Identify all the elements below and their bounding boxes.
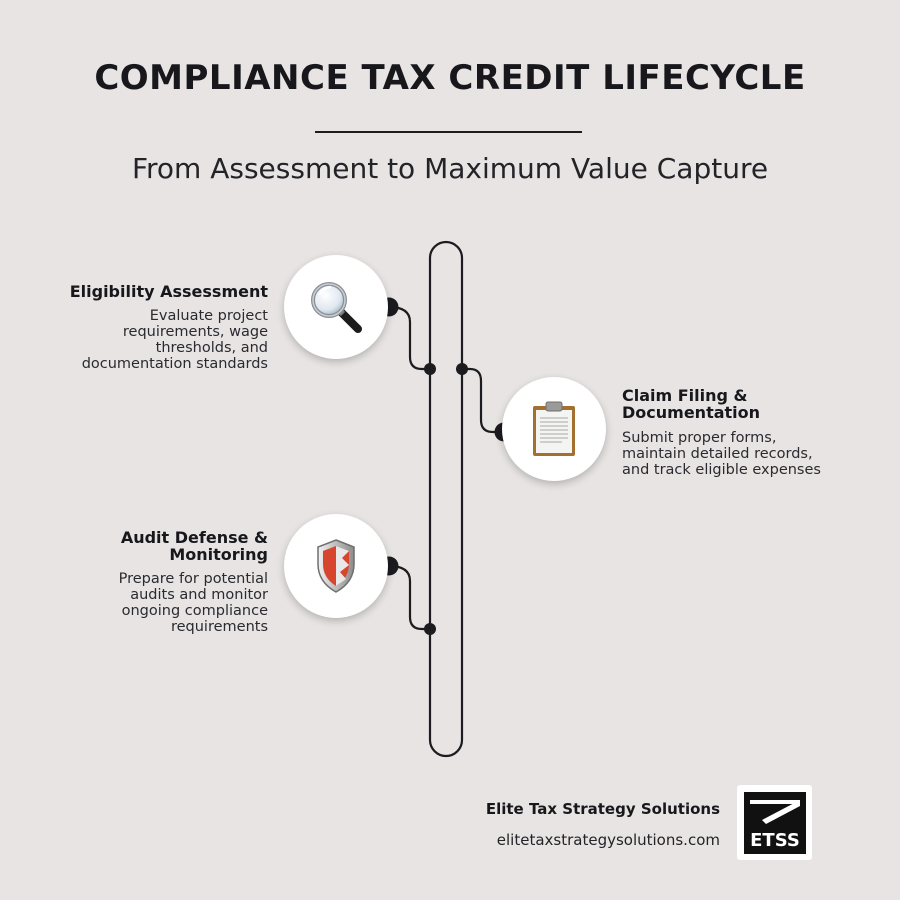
step-2-title-line: Documentation	[622, 403, 761, 422]
timeline-track	[430, 242, 462, 756]
connector-step-2	[462, 369, 504, 432]
page-subtitle: From Assessment to Maximum Value Capture	[131, 152, 769, 185]
step-1-description-line: requirements, wage	[122, 324, 268, 340]
company-logo	[737, 785, 812, 860]
step-1-description-line: documentation standards	[81, 356, 268, 372]
step-1-title: Eligibility Assessment	[69, 282, 268, 301]
step-3-title	[40, 529, 268, 563]
junction-dot-step-3	[424, 623, 436, 635]
junction-dot-step-2	[456, 363, 468, 375]
step-2-title-line: Claim Filing &	[622, 386, 748, 405]
connector-step-1	[389, 307, 430, 369]
etss-logo-icon	[742, 790, 808, 856]
step-3-icon-circle	[284, 514, 388, 618]
shield-icon	[314, 538, 358, 594]
step-1-description-line: thresholds, and	[155, 340, 268, 356]
logo-text: ETSS	[749, 829, 800, 851]
magnifying-glass-icon	[306, 277, 366, 337]
clipboard-icon	[528, 400, 580, 458]
step-1-description	[40, 308, 268, 372]
junction-dot-step-1	[424, 363, 436, 375]
step-2-description	[622, 430, 872, 478]
step-1-icon-circle	[284, 255, 388, 359]
step-3-description-line: requirements	[170, 619, 268, 635]
step-2-description-line: and track eligible expenses	[622, 462, 821, 478]
step-3-description-line: Prepare for potential	[118, 571, 268, 587]
step-3-title-line: Monitoring	[169, 545, 268, 564]
step-1-description-line: Evaluate project	[149, 308, 268, 324]
step-2-title	[622, 387, 862, 421]
step-3-title-line: Audit Defense &	[120, 528, 268, 547]
step-2-icon-circle	[502, 377, 606, 481]
company-name: Elite Tax Strategy Solutions	[485, 800, 720, 818]
connector-step-3	[389, 566, 430, 629]
step-3-description	[40, 571, 268, 635]
company-website: elitetaxstrategysolutions.com	[496, 831, 720, 849]
step-3-description-line: ongoing compliance	[121, 603, 268, 619]
step-3-description-line: audits and monitor	[130, 587, 268, 603]
step-2-description-line: maintain detailed records,	[622, 446, 813, 462]
step-2-description-line: Submit proper forms,	[622, 430, 777, 446]
page-title: COMPLIANCE TAX CREDIT LIFECYCLE	[94, 58, 806, 98]
